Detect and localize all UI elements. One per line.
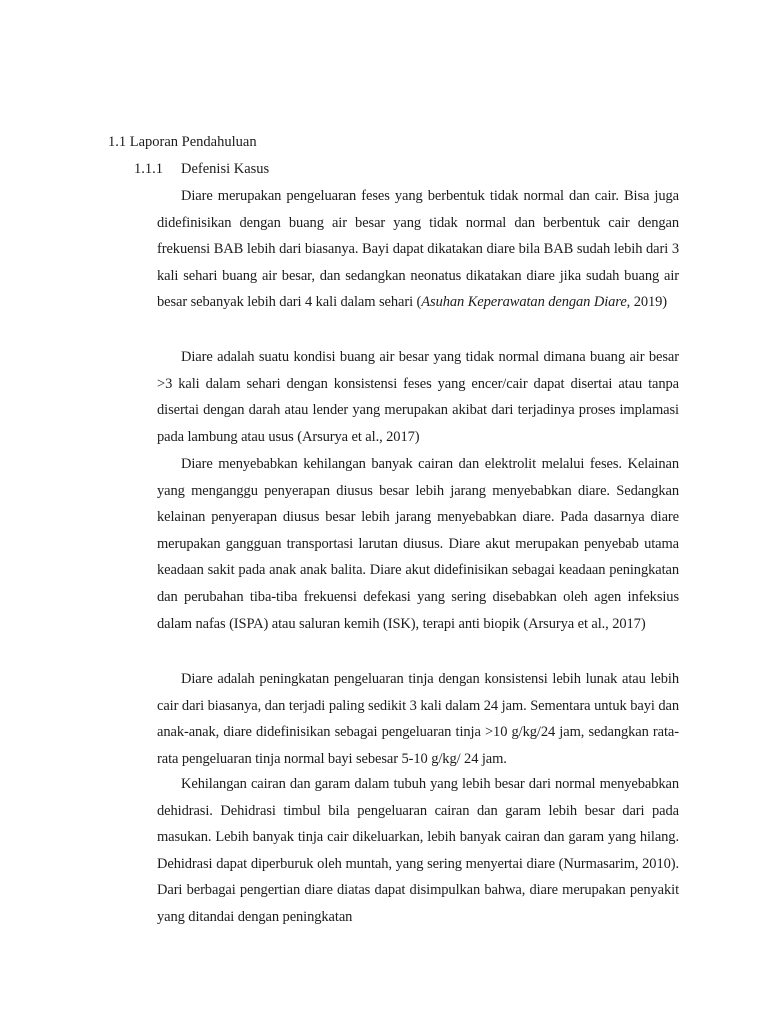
paragraph-1 (157, 183, 679, 316)
paragraph-2-block (157, 344, 679, 450)
paragraph-4: Diare adalah peningkatan pengeluaran tinja dengan konsistensi lebih lunak atau lebih cair dari biasanya, dan terjadi paling sedikit 3 kali dalam 24 jam. Sementara untuk bayi dan anak-anak, diare didefinisikan sebagai pengeluaran tinja >10 g/kg/24 jam, sedangkan rata-rata pengeluaran tinja normal bayi sebesar 5-10 g/kg/ 24 jam. (157, 671, 679, 767)
paragraph-1-citation-title: Asuhan Keperawatan dengan Diare (421, 294, 627, 311)
paragraph-3: Diare menyebabkan kehilangan banyak cairan dan elektrolit melalui feses. Kelainan yang menganggu penyerapan diusus besar lebih jarang menyebabkan diare. Sedangkan kelainan penyerapan diusus besar lebih jarang menyebabkan diare. Pada dasarnya diare merupakan gangguan transportasi larutan diusus. Diare akut merupakan penyebab utama keadaan sakit pada anak anak balita. Diare akut didefinisikan sebagai keadaan peningkatan dan perubahan tiba-tiba frekuensi defekasi yang sering disebabkan oleh agen infeksius dalam nafas (ISPA) atau saluran kemih (ISK), terapi anti biopik (Arsurya et al., 2017) (157, 456, 679, 632)
paragraph-1-text: Diare merupakan pengeluaran feses yang berbentuk tidak normal dan cair. Bisa juga didefinisikan dengan buang air besar yang tidak normal dan berbentuk cair dengan frekuensi BAB lebih dari biasanya. Bayi dapat dikatakan diare bila BAB sudah lebih dari 3 kali sehari buang air besar, dan sedangkan neonatus dikatakan diare jika sudah buang air besar sebanyak lebih dari 4 kali dalam sehari ( (157, 188, 679, 311)
paragraph-5-block (157, 771, 679, 931)
paragraph-4-block (157, 666, 679, 772)
paragraph-3-block (157, 451, 679, 637)
section-heading: 1.1 Laporan Pendahuluan (108, 134, 257, 150)
subsection-title: Defenisi Kasus (181, 161, 270, 177)
subsection-number: 1.1.1 (134, 161, 163, 177)
paragraph-5: Kehilangan cairan dan garam dalam tubuh yang lebih besar dari normal menyebabkan dehidrasi. Dehidrasi timbul bila pengeluaran cairan dan garam lebih besar dari pada masukan. Lebih banyak tinja cair dikeluarkan, lebih banyak cairan dan garam yang hilang. Dehidrasi dapat diperburuk oleh muntah, yang sering menyertai diare (Nurmasarim, 2010). Dari berbagai pengertian diare diatas dapat disimpulkan bahwa, diare merupakan penyakit yang ditandai dengan peningkatan (157, 776, 679, 925)
paragraph-1-citation-year: , 2019) (626, 294, 668, 311)
paragraph-1-block (157, 183, 679, 316)
paragraph-2: Diare adalah suatu kondisi buang air besar yang tidak normal dimana buang air besar >3 kali dalam sehari dengan konsistensi feses yang encer/cair dapat disertai atau tanpa disertai dengan darah atau lender yang merupakan akibat dari terjadinya proses implamasi pada lambung atau usus (Arsurya et al., 2017) (157, 349, 679, 445)
